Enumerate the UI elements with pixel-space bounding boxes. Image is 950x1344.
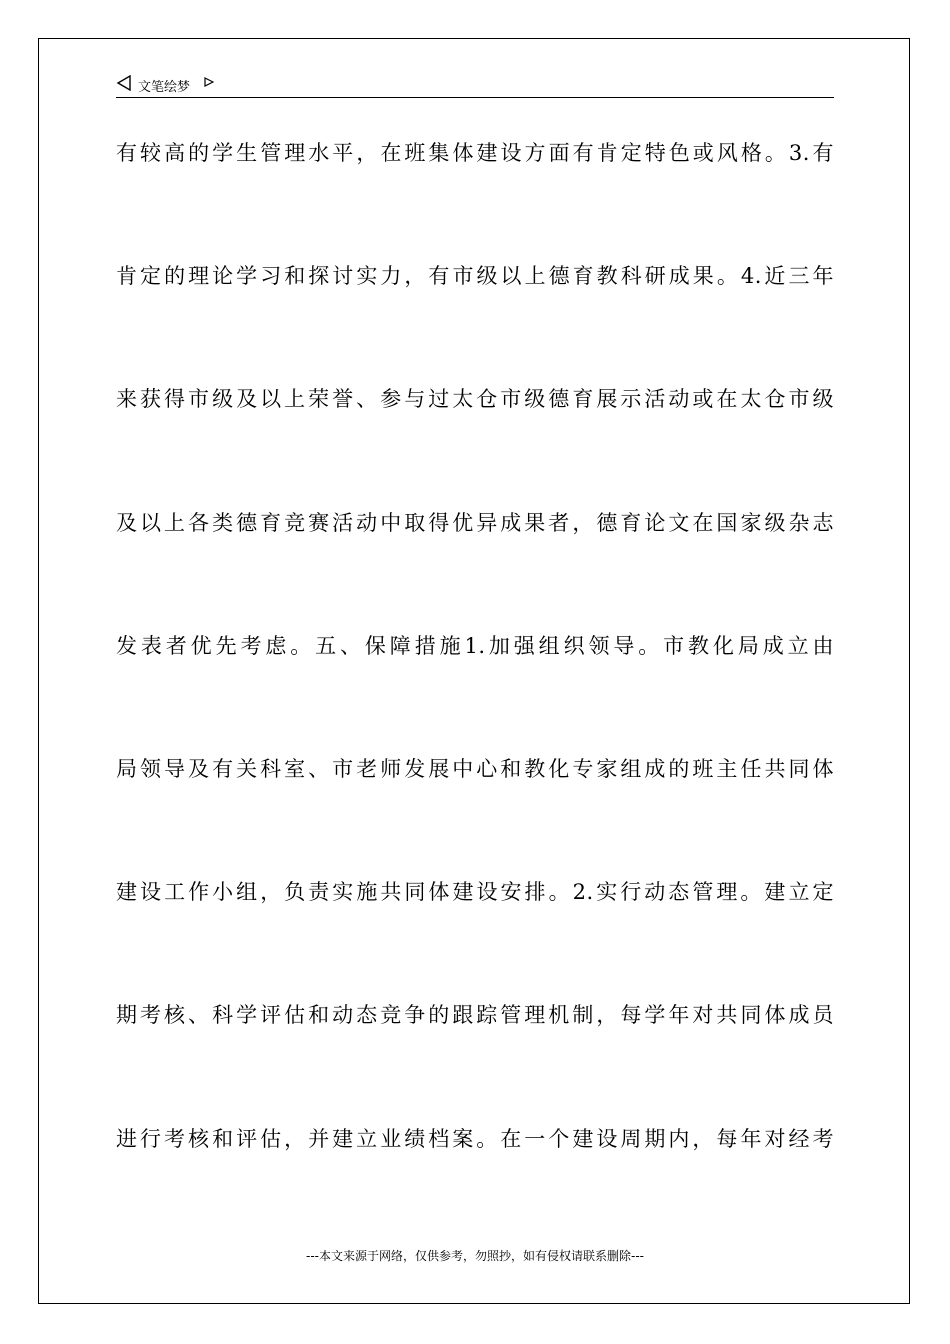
- page-frame: [38, 38, 910, 1304]
- left-triangle-icon: [116, 75, 132, 91]
- body-line: 期考核、科学评估和动态竞争的跟踪管理机制，每学年对共同体成员: [116, 1003, 834, 1027]
- body-line: 肯定的理论学习和探讨实力，有市级以上德育教科研成果。4.近三年: [116, 264, 834, 288]
- body-line: 进行考核和评估，并建立业绩档案。在一个建设周期内，每年对经考: [116, 1127, 834, 1151]
- body-line: 发表者优先考虑。五、保障措施1.加强组织领导。市教化局成立由: [116, 634, 834, 658]
- footer-disclaimer: ---本文来源于网络，仅供参考，勿照抄，如有侵权请联系删除---: [306, 1249, 644, 1263]
- body-line: 来获得市级及以上荣誉、参与过太仓市级德育展示活动或在太仓市级: [116, 387, 834, 411]
- right-triangle-icon: [204, 77, 214, 87]
- body-line: 局领导及有关科室、市老师发展中心和教化专家组成的班主任共同体: [116, 757, 834, 781]
- body-line: 建设工作小组，负责实施共同体建设安排。2.实行动态管理。建立定: [116, 880, 834, 904]
- header-title: 文笔绘梦: [138, 80, 191, 95]
- body-line: 有较高的学生管理水平，在班集体建设方面有肯定特色或风格。3.有: [116, 141, 834, 165]
- page-header: [116, 72, 834, 98]
- body-line: 及以上各类德育竞赛活动中取得优异成果者，德育论文在国家级杂志: [116, 511, 834, 535]
